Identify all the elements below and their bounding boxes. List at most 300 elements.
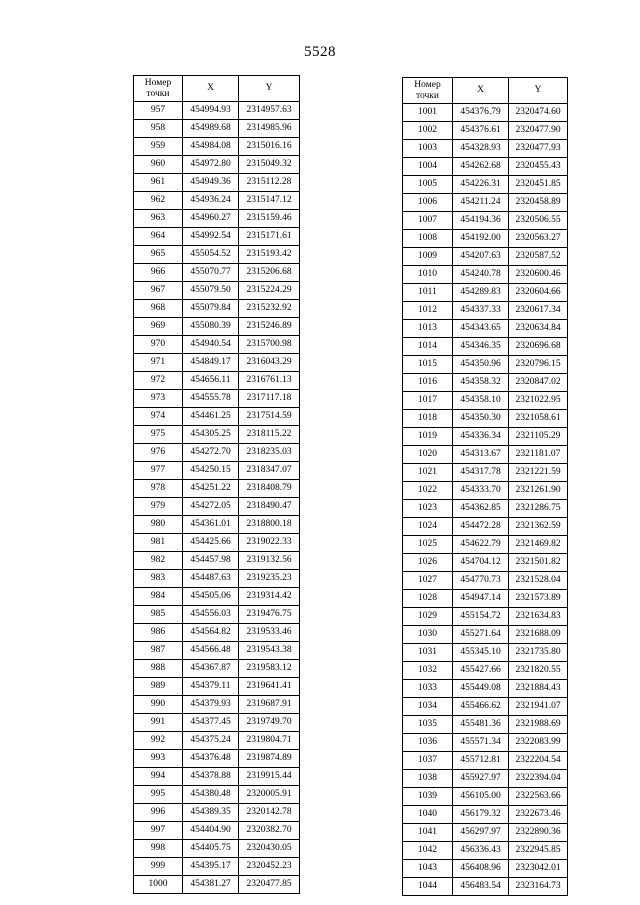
- x-coordinate-cell: 454395.17: [183, 858, 239, 876]
- table-row: [403, 140, 568, 158]
- table-row: [403, 824, 568, 842]
- table-row: [134, 750, 300, 768]
- table-row: [403, 536, 568, 554]
- point-number-cell: 982: [134, 552, 183, 570]
- table-row: [134, 840, 300, 858]
- y-coordinate-cell: 2319804.71: [239, 732, 300, 750]
- table-row: [134, 390, 300, 408]
- x-coordinate-cell: 454947.14: [453, 590, 509, 608]
- table-row: [403, 680, 568, 698]
- point-number-cell: 1025: [403, 536, 453, 554]
- x-coordinate-cell: 454272.05: [183, 498, 239, 516]
- point-number-cell: 958: [134, 120, 183, 138]
- x-coordinate-cell: 454457.98: [183, 552, 239, 570]
- x-coordinate-cell: 454207.63: [453, 248, 509, 266]
- y-coordinate-cell: 2322563.66: [509, 788, 568, 806]
- point-number-cell: 1023: [403, 500, 453, 518]
- point-number-cell: 999: [134, 858, 183, 876]
- point-number-cell: 1011: [403, 284, 453, 302]
- table-row: [403, 338, 568, 356]
- table-row: [134, 354, 300, 372]
- table-row: [134, 282, 300, 300]
- y-coordinate-cell: 2321058.61: [509, 410, 568, 428]
- x-coordinate-cell: 454984.08: [183, 138, 239, 156]
- point-number-cell: 980: [134, 516, 183, 534]
- point-number-cell: 1008: [403, 230, 453, 248]
- y-coordinate-cell: 2321941.07: [509, 698, 568, 716]
- x-coordinate-cell: 454317.78: [453, 464, 509, 482]
- x-coordinate-cell: 454358.32: [453, 374, 509, 392]
- point-number-cell: 977: [134, 462, 183, 480]
- x-coordinate-cell: 454381.27: [183, 876, 239, 894]
- point-number-cell: 1021: [403, 464, 453, 482]
- table-row: [134, 624, 300, 642]
- table-row: [403, 518, 568, 536]
- x-coordinate-cell: 454343.65: [453, 320, 509, 338]
- point-number-cell: 1010: [403, 266, 453, 284]
- table-row: [403, 212, 568, 230]
- table-row: [403, 374, 568, 392]
- table-row: [134, 552, 300, 570]
- y-coordinate-cell: 2321884.43: [509, 680, 568, 698]
- y-coordinate-cell: 2321286.75: [509, 500, 568, 518]
- y-coordinate-cell: 2320847.02: [509, 374, 568, 392]
- y-coordinate-cell: 2321501.82: [509, 554, 568, 572]
- x-coordinate-cell: 454377.45: [183, 714, 239, 732]
- table-row: [134, 426, 300, 444]
- x-coordinate-cell: 456336.43: [453, 842, 509, 860]
- y-coordinate-cell: 2319533.46: [239, 624, 300, 642]
- table-row: [134, 462, 300, 480]
- x-coordinate-cell: 456483.54: [453, 878, 509, 896]
- point-number-cell: 962: [134, 192, 183, 210]
- x-coordinate-cell: 455154.72: [453, 608, 509, 626]
- table-row: [134, 606, 300, 624]
- table-row: [403, 446, 568, 464]
- x-coordinate-cell: 454376.79: [453, 104, 509, 122]
- point-number-cell: 992: [134, 732, 183, 750]
- x-coordinate-cell: 454972.80: [183, 156, 239, 174]
- x-coordinate-cell: 454336.34: [453, 428, 509, 446]
- x-coordinate-cell: 454337.33: [453, 302, 509, 320]
- point-number-cell: 979: [134, 498, 183, 516]
- point-number-cell: 983: [134, 570, 183, 588]
- x-coordinate-cell: 454240.78: [453, 266, 509, 284]
- table-row: [134, 246, 300, 264]
- point-number-cell: 1013: [403, 320, 453, 338]
- point-number-cell: 972: [134, 372, 183, 390]
- y-coordinate-cell: 2322673.46: [509, 806, 568, 824]
- header-point-line1: Номер: [144, 77, 172, 88]
- y-coordinate-cell: 2318490.47: [239, 498, 300, 516]
- y-coordinate-cell: 2320142.78: [239, 804, 300, 822]
- table-row: [403, 716, 568, 734]
- table-row: [134, 876, 300, 894]
- y-coordinate-cell: 2320477.90: [509, 122, 568, 140]
- point-number-cell: 973: [134, 390, 183, 408]
- point-number-cell: 1014: [403, 338, 453, 356]
- point-number-cell: 987: [134, 642, 183, 660]
- x-coordinate-cell: 454770.73: [453, 572, 509, 590]
- y-coordinate-cell: 2321022.95: [509, 392, 568, 410]
- x-coordinate-cell: 454251.22: [183, 480, 239, 498]
- point-number-cell: 974: [134, 408, 183, 426]
- x-coordinate-cell: 454361.01: [183, 516, 239, 534]
- point-number-cell: 1009: [403, 248, 453, 266]
- x-coordinate-cell: 454226.31: [453, 176, 509, 194]
- point-number-cell: 957: [134, 102, 183, 120]
- table-row: [134, 480, 300, 498]
- x-coordinate-cell: 454556.03: [183, 606, 239, 624]
- x-coordinate-cell: 454262.68: [453, 158, 509, 176]
- x-coordinate-cell: 455079.84: [183, 300, 239, 318]
- point-number-cell: 978: [134, 480, 183, 498]
- x-coordinate-cell: 454376.61: [453, 122, 509, 140]
- point-number-cell: 995: [134, 786, 183, 804]
- header-point-line2: точки: [146, 88, 170, 99]
- x-coordinate-cell: 454505.06: [183, 588, 239, 606]
- x-coordinate-cell: 455079.50: [183, 282, 239, 300]
- point-number-cell: 984: [134, 588, 183, 606]
- x-coordinate-cell: 456105.00: [453, 788, 509, 806]
- y-coordinate-cell: 2321181.07: [509, 446, 568, 464]
- y-coordinate-cell: 2319583.12: [239, 660, 300, 678]
- point-number-cell: 1020: [403, 446, 453, 464]
- table-row: [134, 714, 300, 732]
- x-coordinate-cell: 454289.83: [453, 284, 509, 302]
- y-coordinate-cell: 2323164.73: [509, 878, 568, 896]
- y-coordinate-cell: 2321261.90: [509, 482, 568, 500]
- x-coordinate-cell: 454328.93: [453, 140, 509, 158]
- y-coordinate-cell: 2321528.04: [509, 572, 568, 590]
- y-coordinate-cell: 2320796.15: [509, 356, 568, 374]
- x-coordinate-cell: 454704.12: [453, 554, 509, 572]
- point-number-cell: 991: [134, 714, 183, 732]
- table-row: [134, 660, 300, 678]
- y-coordinate-cell: 2318800.18: [239, 516, 300, 534]
- y-coordinate-cell: 2318347.07: [239, 462, 300, 480]
- y-coordinate-cell: 2315112.28: [239, 174, 300, 192]
- point-number-cell: 990: [134, 696, 183, 714]
- y-coordinate-cell: 2319915.44: [239, 768, 300, 786]
- table-row: [403, 770, 568, 788]
- y-coordinate-cell: 2320430.05: [239, 840, 300, 858]
- x-coordinate-cell: 454367.87: [183, 660, 239, 678]
- point-number-cell: 1039: [403, 788, 453, 806]
- point-number-cell: 1041: [403, 824, 453, 842]
- table-row: [403, 194, 568, 212]
- y-coordinate-cell: 2318408.79: [239, 480, 300, 498]
- y-coordinate-cell: 2322890.36: [509, 824, 568, 842]
- point-number-cell: 1024: [403, 518, 453, 536]
- x-coordinate-cell: 454425.66: [183, 534, 239, 552]
- table-row: [403, 608, 568, 626]
- x-coordinate-cell: 454192.00: [453, 230, 509, 248]
- y-coordinate-cell: 2315193.42: [239, 246, 300, 264]
- table-row: [134, 138, 300, 156]
- table-row: [403, 788, 568, 806]
- y-coordinate-cell: 2320587.52: [509, 248, 568, 266]
- table-row: [134, 228, 300, 246]
- y-coordinate-cell: 2321573.89: [509, 590, 568, 608]
- header-x: X: [183, 76, 239, 102]
- table-row: [403, 500, 568, 518]
- y-coordinate-cell: 2315159.46: [239, 210, 300, 228]
- table-row: [403, 806, 568, 824]
- x-coordinate-cell: 454949.36: [183, 174, 239, 192]
- point-number-cell: 986: [134, 624, 183, 642]
- point-number-cell: 1000: [134, 876, 183, 894]
- point-number-cell: 975: [134, 426, 183, 444]
- y-coordinate-cell: 2322394.04: [509, 770, 568, 788]
- x-coordinate-cell: 455927.97: [453, 770, 509, 788]
- y-coordinate-cell: 2318235.03: [239, 444, 300, 462]
- x-coordinate-cell: 454564.82: [183, 624, 239, 642]
- x-coordinate-cell: 455080.39: [183, 318, 239, 336]
- y-coordinate-cell: 2320477.85: [239, 876, 300, 894]
- point-number-cell: 1022: [403, 482, 453, 500]
- table-row: [134, 372, 300, 390]
- x-coordinate-cell: 454358.10: [453, 392, 509, 410]
- y-coordinate-cell: 2320474.60: [509, 104, 568, 122]
- table-row: [403, 752, 568, 770]
- point-number-cell: 1037: [403, 752, 453, 770]
- table-row: [403, 482, 568, 500]
- y-coordinate-cell: 2317514.59: [239, 408, 300, 426]
- x-coordinate-cell: 454305.25: [183, 426, 239, 444]
- table-header-row: [134, 76, 300, 102]
- x-coordinate-cell: 455271.64: [453, 626, 509, 644]
- point-number-cell: 1016: [403, 374, 453, 392]
- point-number-cell: 971: [134, 354, 183, 372]
- table-row: [134, 498, 300, 516]
- point-number-cell: 1017: [403, 392, 453, 410]
- x-coordinate-cell: 455427.66: [453, 662, 509, 680]
- x-coordinate-cell: 454994.93: [183, 102, 239, 120]
- table-row: [403, 356, 568, 374]
- x-coordinate-cell: 454380.48: [183, 786, 239, 804]
- x-coordinate-cell: 454472.28: [453, 518, 509, 536]
- table-row: [134, 264, 300, 282]
- x-coordinate-cell: 454656.11: [183, 372, 239, 390]
- y-coordinate-cell: 2321362.59: [509, 518, 568, 536]
- x-coordinate-cell: 454211.24: [453, 194, 509, 212]
- table-row: [403, 590, 568, 608]
- table-row: [403, 176, 568, 194]
- y-coordinate-cell: 2319749.70: [239, 714, 300, 732]
- x-coordinate-cell: 454566.48: [183, 642, 239, 660]
- y-coordinate-cell: 2321820.55: [509, 662, 568, 680]
- y-coordinate-cell: 2320451.85: [509, 176, 568, 194]
- y-coordinate-cell: 2320452.23: [239, 858, 300, 876]
- y-coordinate-cell: 2320005.91: [239, 786, 300, 804]
- point-number-cell: 965: [134, 246, 183, 264]
- point-number-cell: 1012: [403, 302, 453, 320]
- table-row: [134, 678, 300, 696]
- point-number-cell: 1031: [403, 644, 453, 662]
- point-number-cell: 1035: [403, 716, 453, 734]
- table-row: [134, 858, 300, 876]
- y-coordinate-cell: 2319132.56: [239, 552, 300, 570]
- y-coordinate-cell: 2318115.22: [239, 426, 300, 444]
- y-coordinate-cell: 2319687.91: [239, 696, 300, 714]
- y-coordinate-cell: 2320604.66: [509, 284, 568, 302]
- table-row: [134, 120, 300, 138]
- point-number-cell: 1015: [403, 356, 453, 374]
- page-number: 5528: [304, 44, 336, 60]
- y-coordinate-cell: 2323042.01: [509, 860, 568, 878]
- table-row: [403, 860, 568, 878]
- point-number-cell: 976: [134, 444, 183, 462]
- point-number-cell: 1038: [403, 770, 453, 788]
- y-coordinate-cell: 2322083.99: [509, 734, 568, 752]
- x-coordinate-cell: 454250.15: [183, 462, 239, 480]
- point-number-cell: 981: [134, 534, 183, 552]
- point-number-cell: 1001: [403, 104, 453, 122]
- x-coordinate-cell: 454378.88: [183, 768, 239, 786]
- y-coordinate-cell: 2321105.29: [509, 428, 568, 446]
- table-row: [134, 822, 300, 840]
- point-number-cell: 1043: [403, 860, 453, 878]
- y-coordinate-cell: 2319543.38: [239, 642, 300, 660]
- table-row: [134, 156, 300, 174]
- y-coordinate-cell: 2321469.82: [509, 536, 568, 554]
- x-coordinate-cell: 454362.85: [453, 500, 509, 518]
- x-coordinate-cell: 454375.24: [183, 732, 239, 750]
- y-coordinate-cell: 2320382.70: [239, 822, 300, 840]
- x-coordinate-cell: 454389.35: [183, 804, 239, 822]
- point-number-cell: 997: [134, 822, 183, 840]
- y-coordinate-cell: 2315206.68: [239, 264, 300, 282]
- point-number-cell: 1004: [403, 158, 453, 176]
- coordinates-table-left: [133, 75, 300, 894]
- point-number-cell: 964: [134, 228, 183, 246]
- table-row: [134, 516, 300, 534]
- point-number-cell: 1006: [403, 194, 453, 212]
- table-row: [134, 408, 300, 426]
- table-row: [403, 626, 568, 644]
- table-row: [134, 210, 300, 228]
- x-coordinate-cell: 454313.67: [453, 446, 509, 464]
- y-coordinate-cell: 2322204.54: [509, 752, 568, 770]
- x-coordinate-cell: 455070.77: [183, 264, 239, 282]
- point-number-cell: 989: [134, 678, 183, 696]
- table-row: [403, 572, 568, 590]
- point-number-cell: 994: [134, 768, 183, 786]
- x-coordinate-cell: 454461.25: [183, 408, 239, 426]
- y-coordinate-cell: 2315147.12: [239, 192, 300, 210]
- y-coordinate-cell: 2320617.34: [509, 302, 568, 320]
- table-row: [134, 174, 300, 192]
- y-coordinate-cell: 2315171.61: [239, 228, 300, 246]
- x-coordinate-cell: 455466.62: [453, 698, 509, 716]
- x-coordinate-cell: 454622.79: [453, 536, 509, 554]
- y-coordinate-cell: 2315049.32: [239, 156, 300, 174]
- x-coordinate-cell: 454333.70: [453, 482, 509, 500]
- point-number-cell: 996: [134, 804, 183, 822]
- y-coordinate-cell: 2321688.09: [509, 626, 568, 644]
- table-row: [403, 428, 568, 446]
- point-number-cell: 993: [134, 750, 183, 768]
- table-row: [134, 336, 300, 354]
- y-coordinate-cell: 2319235.23: [239, 570, 300, 588]
- header-y: Y: [509, 78, 568, 104]
- x-coordinate-cell: 454379.93: [183, 696, 239, 714]
- x-coordinate-cell: 454346.35: [453, 338, 509, 356]
- table-body-right: [403, 104, 568, 896]
- table-row: [134, 444, 300, 462]
- point-number-cell: 985: [134, 606, 183, 624]
- point-number-cell: 1005: [403, 176, 453, 194]
- x-coordinate-cell: 455571.34: [453, 734, 509, 752]
- table-row: [134, 102, 300, 120]
- table-row: [134, 588, 300, 606]
- x-coordinate-cell: 454940.54: [183, 336, 239, 354]
- point-number-cell: 968: [134, 300, 183, 318]
- y-coordinate-cell: 2321735.80: [509, 644, 568, 662]
- y-coordinate-cell: 2319874.89: [239, 750, 300, 768]
- x-coordinate-cell: 454272.70: [183, 444, 239, 462]
- point-number-cell: 1033: [403, 680, 453, 698]
- x-coordinate-cell: 454194.36: [453, 212, 509, 230]
- point-number-cell: 988: [134, 660, 183, 678]
- table-row: [134, 768, 300, 786]
- y-coordinate-cell: 2320563.27: [509, 230, 568, 248]
- y-coordinate-cell: 2320600.46: [509, 266, 568, 284]
- y-coordinate-cell: 2322945.85: [509, 842, 568, 860]
- point-number-cell: 1036: [403, 734, 453, 752]
- table-row: [134, 786, 300, 804]
- point-number-cell: 963: [134, 210, 183, 228]
- point-number-cell: 1026: [403, 554, 453, 572]
- x-coordinate-cell: 454849.17: [183, 354, 239, 372]
- point-number-cell: 998: [134, 840, 183, 858]
- y-coordinate-cell: 2315016.16: [239, 138, 300, 156]
- y-coordinate-cell: 2316761.13: [239, 372, 300, 390]
- x-coordinate-cell: 454960.27: [183, 210, 239, 228]
- point-number-cell: 1034: [403, 698, 453, 716]
- coordinates-table-right: [402, 77, 568, 896]
- header-x: X: [453, 78, 509, 104]
- table-row: [403, 392, 568, 410]
- table-row: [403, 320, 568, 338]
- point-number-cell: 969: [134, 318, 183, 336]
- x-coordinate-cell: 456297.97: [453, 824, 509, 842]
- y-coordinate-cell: 2319476.75: [239, 606, 300, 624]
- x-coordinate-cell: 454989.68: [183, 120, 239, 138]
- table-row: [403, 662, 568, 680]
- point-number-cell: 966: [134, 264, 183, 282]
- point-number-cell: 1030: [403, 626, 453, 644]
- x-coordinate-cell: 454555.78: [183, 390, 239, 408]
- table-row: [403, 698, 568, 716]
- table-row: [134, 318, 300, 336]
- y-coordinate-cell: 2315224.29: [239, 282, 300, 300]
- table-row: [403, 230, 568, 248]
- y-coordinate-cell: 2320696.68: [509, 338, 568, 356]
- y-coordinate-cell: 2320477.93: [509, 140, 568, 158]
- table-row: [403, 644, 568, 662]
- x-coordinate-cell: 454487.63: [183, 570, 239, 588]
- x-coordinate-cell: 454350.30: [453, 410, 509, 428]
- point-number-cell: 959: [134, 138, 183, 156]
- x-coordinate-cell: 454405.75: [183, 840, 239, 858]
- table-row: [403, 104, 568, 122]
- y-coordinate-cell: 2315700.98: [239, 336, 300, 354]
- point-number-cell: 1018: [403, 410, 453, 428]
- point-number-cell: 967: [134, 282, 183, 300]
- y-coordinate-cell: 2319314.42: [239, 588, 300, 606]
